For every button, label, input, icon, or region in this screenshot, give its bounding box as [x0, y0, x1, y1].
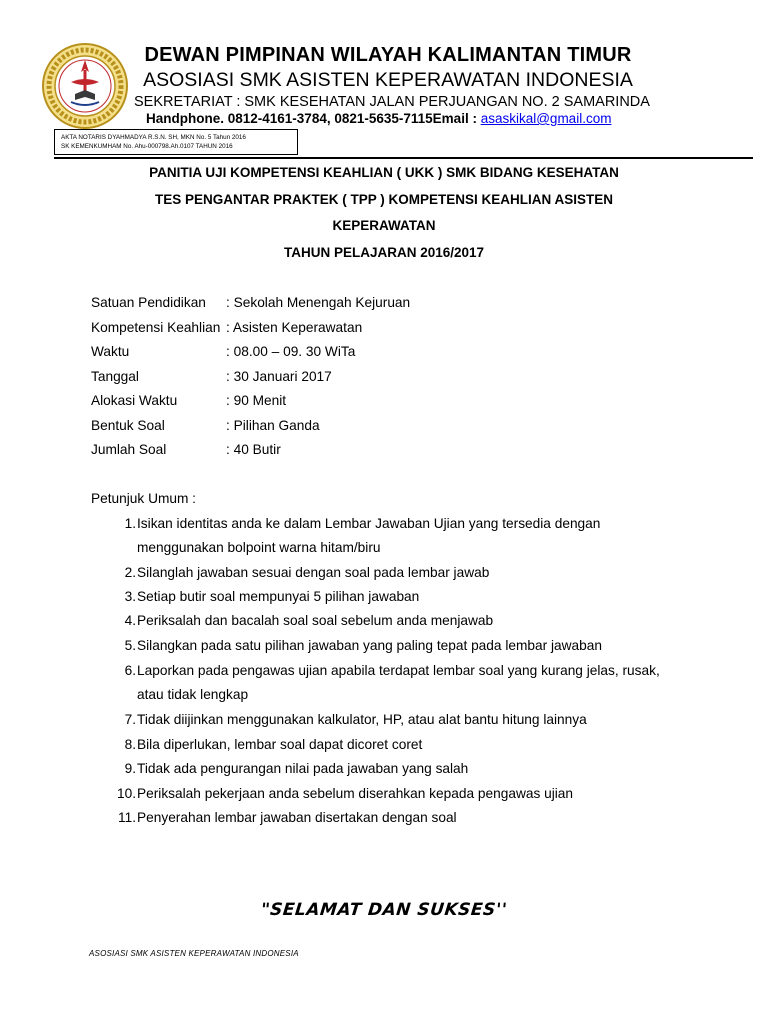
info-row: [91, 295, 410, 310]
instruction-item: [112, 589, 420, 604]
instruction-item: [112, 663, 660, 678]
instruction-text: Tidak diijinkan menggunakan kalkulator, HP, atau alat bantu hitung lainnya: [137, 712, 587, 727]
info-label: Bentuk Soal: [91, 418, 165, 433]
title-line-1: PANITIA UJI KOMPETENSI KEAHLIAN ( UKK ) SMK BIDANG KESEHATAN: [149, 165, 619, 180]
contact-line: [146, 111, 611, 126]
secretariat-address: SEKRETARIAT : SMK KESEHATAN JALAN PERJUANGAN NO. 2 SAMARINDA: [134, 94, 650, 110]
info-value: : Sekolah Menengah Kejuruan: [226, 295, 411, 310]
instruction-number: 11.: [117, 810, 136, 825]
info-value: : 90 Menit: [226, 393, 287, 408]
instruction-item: [112, 737, 423, 752]
instruction-text: Penyerahan lembar jawaban disertakan dengan soal: [137, 810, 457, 825]
instruction-number: 9.: [124, 761, 136, 776]
instruction-number: 5.: [124, 638, 136, 653]
info-label: Satuan Pendidikan: [91, 295, 206, 310]
instruction-text: Periksalah pekerjaan anda sebelum diserahkan kepada pengawas ujian: [137, 786, 574, 801]
closing-greeting: "SELAMAT DAN SUKSES'': [259, 900, 509, 920]
instruction-number: 1.: [124, 516, 136, 531]
instruction-text: Setiap butir soal mempunyai 5 pilihan jawaban: [137, 589, 420, 604]
instruction-item: [112, 638, 602, 653]
phone-numbers: Handphone. 0812-4161-3784, 0821-5635-7115Email :: [146, 111, 481, 126]
instruction-number: 10.: [116, 786, 136, 801]
instruction-text: Tidak ada pengurangan nilai pada jawaban yang salah: [137, 761, 469, 776]
instruction-number: 6.: [124, 663, 136, 678]
header-divider: [54, 157, 753, 159]
email-link[interactable]: asaskikal@gmail.com: [480, 111, 612, 126]
instruction-item: [112, 761, 469, 776]
organization-logo: [41, 42, 129, 130]
instruction-text: Periksalah dan bacalah soal soal sebelum anda menjawab: [137, 613, 494, 628]
info-row: [91, 418, 320, 433]
instruction-item: [112, 565, 490, 580]
info-label: Waktu: [91, 344, 130, 359]
info-label: Alokasi Waktu: [91, 393, 178, 408]
organization-subtitle: ASOSIASI SMK ASISTEN KEPERAWATAN INDONESIA: [143, 69, 633, 91]
title-line-4: TAHUN PELAJARAN 2016/2017: [283, 245, 485, 260]
instruction-number: 2.: [124, 565, 136, 580]
instruction-number: 4.: [124, 613, 136, 628]
info-value: : 08.00 – 09. 30 WiTa: [226, 344, 356, 359]
instructions-heading: Petunjuk Umum :: [91, 491, 196, 506]
instruction-item: [112, 613, 494, 628]
info-value: : Asisten Keperawatan: [226, 320, 363, 335]
info-row: [91, 393, 286, 408]
instruction-item: [112, 810, 457, 825]
instruction-number: 3.: [124, 589, 136, 604]
title-line-3: KEPERAWATAN: [332, 218, 436, 233]
instruction-number: 8.: [124, 737, 136, 752]
notary-line-2: SK KEMENKUMHAM No. Ahu-000798.Ah.0107 TAHUN 2016: [61, 143, 233, 150]
instruction-number: 7.: [124, 712, 136, 727]
instruction-continuation: menggunakan bolpoint warna hitam/biru: [137, 540, 381, 555]
instruction-text: Silangkan pada satu pilihan jawaban yang paling tepat pada lembar jawaban: [137, 638, 602, 653]
notary-line-1: AKTA NOTARIS DYAHMADYA R.S.N. SH, MKN No. 5 Tahun 2016: [61, 134, 246, 141]
info-value: : 30 Januari 2017: [226, 369, 332, 384]
info-label: Kompetensi Keahlian: [91, 320, 221, 335]
info-label: Tanggal: [91, 369, 139, 384]
instruction-text: Isikan identitas anda ke dalam Lembar Jawaban Ujian yang tersedia dengan: [137, 516, 601, 531]
info-row: [91, 344, 355, 359]
info-value: : Pilihan Ganda: [226, 418, 320, 433]
organization-title: DEWAN PIMPINAN WILAYAH KALIMANTAN TIMUR: [144, 44, 632, 66]
instruction-text: Laporkan pada pengawas ujian apabila terdapat lembar soal yang kurang jelas, rusak,: [137, 663, 660, 678]
instruction-item: [112, 786, 574, 801]
instruction-text: Silanglah jawaban sesuai dengan soal pada lembar jawab: [137, 565, 490, 580]
info-row: [91, 320, 362, 335]
instruction-item: [112, 712, 587, 727]
info-row: [91, 369, 332, 384]
info-value: : 40 Butir: [226, 442, 281, 457]
info-label: Jumlah Soal: [91, 442, 167, 457]
page-footer: ASOSIASI SMK ASISTEN KEPERAWATAN INDONESIA: [89, 949, 299, 958]
instruction-text: Bila diperlukan, lembar soal dapat dicoret coret: [137, 737, 423, 752]
instruction-continuation: atau tidak lengkap: [137, 687, 249, 702]
instruction-item: [112, 516, 601, 531]
notary-info-box: [54, 129, 298, 155]
title-line-2: TES PENGANTAR PRAKTEK ( TPP ) KOMPETENSI KEAHLIAN ASISTEN: [154, 192, 614, 207]
info-row: [91, 442, 281, 457]
